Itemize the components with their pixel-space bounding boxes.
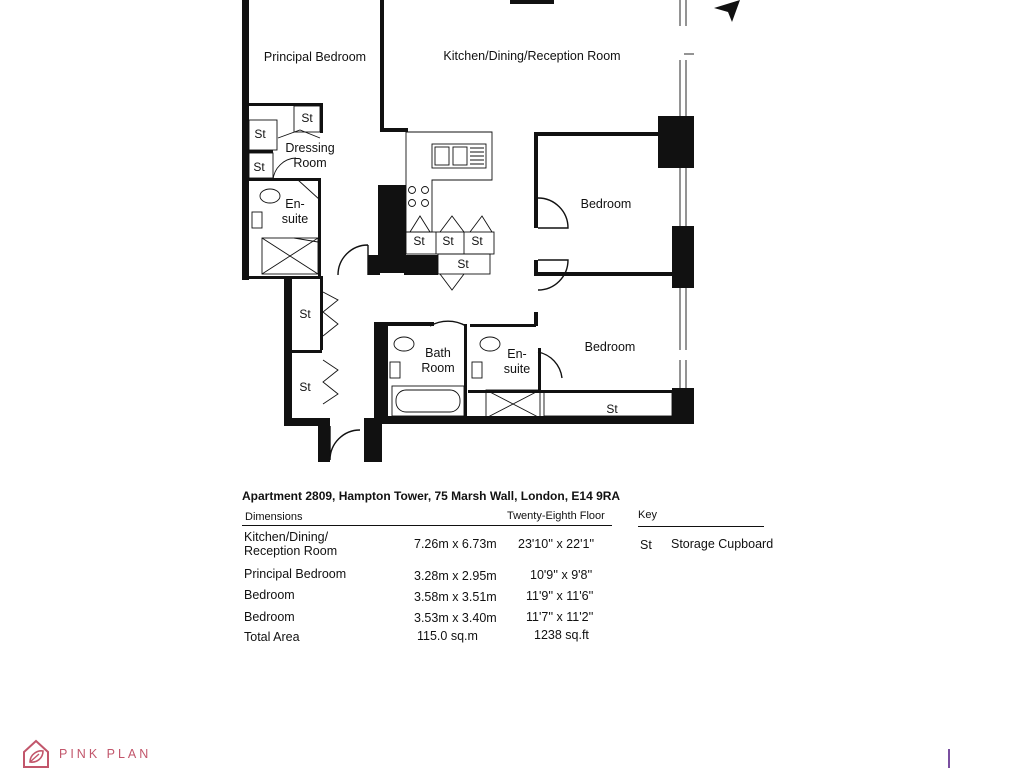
storage-label: St — [254, 127, 266, 141]
row-name: Principal Bedroom — [244, 567, 347, 581]
storage-label: St — [413, 234, 425, 248]
room-label-principal-bedroom: Principal Bedroom — [263, 50, 367, 64]
north-arrow-icon — [714, 0, 740, 22]
row-metric: 7.26m x 6.73m — [414, 537, 497, 551]
row-metric: 3.28m x 2.95m — [414, 569, 497, 583]
windows — [680, 0, 694, 388]
room-label-ensuite1-1: En- — [285, 197, 305, 211]
row-metric: 3.58m x 3.51m — [414, 590, 497, 604]
total-area-imperial: 1238 sq.ft — [534, 628, 589, 642]
storage-label: St — [606, 402, 618, 416]
storage-label: St — [299, 307, 311, 321]
key-rule — [638, 526, 764, 527]
table-rule — [242, 525, 612, 526]
row-imperial: 11'9'' x 11'6'' — [526, 589, 594, 603]
row-metric: 3.53m x 3.40m — [414, 611, 497, 625]
brand-name: PINK PLAN — [59, 747, 152, 761]
row-name-line2: Reception Room — [244, 544, 338, 558]
room-label-dressing-2: Room — [293, 156, 327, 170]
room-label-bedroom-lower: Bedroom — [584, 340, 636, 354]
room-label-ensuite2-2: suite — [503, 362, 531, 376]
room-label-kitchen: Kitchen/Dining/Reception Room — [443, 49, 621, 63]
storage-label: St — [471, 234, 483, 248]
key-abbr: St — [640, 538, 652, 552]
row-imperial: 11'7'' x 11'2'' — [526, 610, 594, 624]
room-label-dressing-1: Dressing — [285, 141, 335, 155]
room-label-bath-2: Room — [421, 361, 455, 375]
room-label-bedroom-upper: Bedroom — [580, 197, 632, 211]
dimensions-header: Dimensions — [245, 511, 303, 523]
storage-label: St — [442, 234, 454, 248]
row-name-line1: Kitchen/Dining/ — [244, 530, 329, 544]
row-imperial: 10'9'' x 9'8'' — [530, 568, 593, 582]
house-leaf-icon — [22, 738, 50, 768]
row-name: Bedroom — [244, 610, 295, 624]
corner-mark — [948, 749, 950, 768]
total-area-metric: 115.0 sq.m — [417, 629, 478, 643]
row-name: Bedroom — [244, 588, 295, 602]
key-meaning: Storage Cupboard — [671, 537, 774, 551]
room-label-ensuite2-1: En- — [507, 347, 527, 361]
room-label-bath-1: Bath — [425, 346, 451, 360]
row-imperial: 23'10'' x 22'1'' — [518, 537, 595, 551]
room-label-ensuite1-2: suite — [281, 212, 309, 226]
storage-label: St — [457, 257, 469, 271]
storage-label: St — [299, 380, 311, 394]
apartment-title: Apartment 2809, Hampton Tower, 75 Marsh Wall, London, E14 9RA — [242, 489, 621, 503]
total-area-label: Total Area — [244, 630, 300, 644]
floor-header: Twenty-Eighth Floor — [507, 510, 605, 522]
storage-label: St — [253, 160, 265, 174]
storage-label: St — [301, 111, 313, 125]
key-header: Key — [638, 509, 657, 521]
